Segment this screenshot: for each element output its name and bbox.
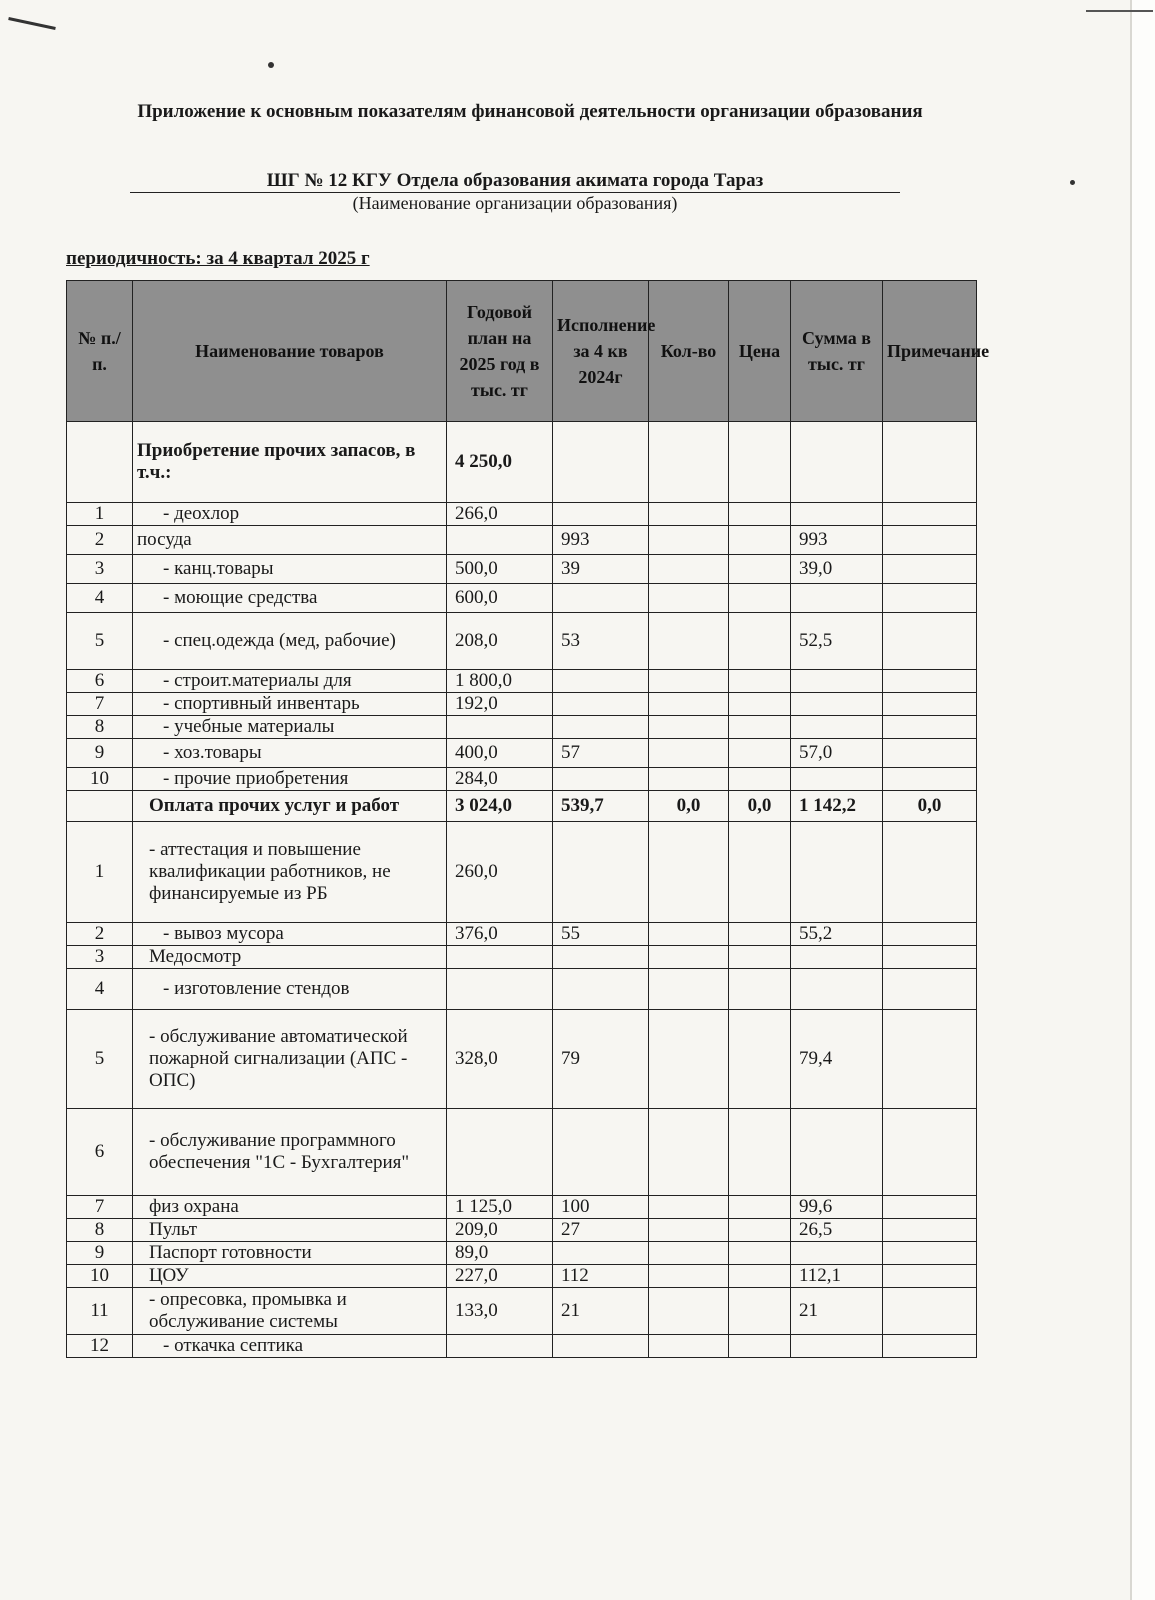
table-row [67,1219,977,1242]
scan-edge [1130,0,1155,1600]
table-cell: 11 [67,1288,133,1335]
table-cell: 55,2 [791,923,883,946]
table-cell: Медосмотр [133,946,447,969]
scan-mark [268,62,274,68]
table-cell [729,768,791,791]
table-cell [649,1335,729,1358]
table-cell [553,822,649,923]
table-cell [649,768,729,791]
table-cell [791,969,883,1010]
table-cell [553,584,649,613]
table-cell [649,1219,729,1242]
table-cell: - учебные материалы [133,716,447,739]
table-cell [649,584,729,613]
table-cell [883,422,977,503]
table-cell [729,822,791,923]
table-cell [883,946,977,969]
table-cell [729,1265,791,1288]
table-cell [729,1335,791,1358]
table-row [67,526,977,555]
table-cell: 4 [67,584,133,613]
section-price: 0,0 [729,791,791,822]
table-cell [729,693,791,716]
table-cell: 79 [553,1010,649,1109]
table-cell [883,739,977,768]
table-cell: 10 [67,768,133,791]
table-cell: - изготовление стендов [133,969,447,1010]
table-cell [649,1242,729,1265]
table-cell [883,1242,977,1265]
table-cell [883,526,977,555]
table-cell [553,716,649,739]
table-cell: 7 [67,693,133,716]
col-header-quantity: Кол-во [649,281,729,422]
table-cell [729,526,791,555]
table-cell: 112 [553,1265,649,1288]
table-cell [649,1265,729,1288]
table-cell: 9 [67,739,133,768]
table-cell: 10 [67,1265,133,1288]
table-row [67,1196,977,1219]
section-name: Оплата прочих услуг и работ [133,791,447,822]
col-header-note: Примечание [883,281,977,422]
table-cell: 7 [67,1196,133,1219]
table-cell [729,1109,791,1196]
table-row [67,555,977,584]
table-header-row [67,281,977,422]
scan-mark [1086,0,1153,12]
table-cell [729,716,791,739]
table-cell [791,768,883,791]
table-cell [553,969,649,1010]
organization-name: ШГ № 12 КГУ Отдела образования акимата города Тараз [130,170,900,193]
table-cell: 1 [67,822,133,923]
table-cell [729,1242,791,1265]
table-cell [883,969,977,1010]
organization-caption: (Наименование организации образования) [352,193,678,213]
section-plan: 3 024,0 [447,791,553,822]
section-qty: 0,0 [649,791,729,822]
table-cell [649,526,729,555]
table-cell [883,716,977,739]
table-cell [729,613,791,670]
table-cell [649,739,729,768]
table-cell [883,822,977,923]
table-cell: 500,0 [447,555,553,584]
table-cell [883,1288,977,1335]
table-cell [649,946,729,969]
table-cell [649,969,729,1010]
document-title: Приложение к основным показателям финансовой деятельности организации образования [137,101,923,122]
section-exec: 539,7 [553,791,649,822]
table-cell: - моющие средства [133,584,447,613]
table-row [67,946,977,969]
col-header-execution: Исполнение за 4 кв 2024г [553,281,649,422]
table-row [67,1242,977,1265]
table-cell: 284,0 [447,768,553,791]
table-cell [883,923,977,946]
table-row [67,693,977,716]
table-cell [729,969,791,1010]
table-cell [791,716,883,739]
table-cell: 208,0 [447,613,553,670]
table-row [67,503,977,526]
table-cell [553,1335,649,1358]
table-cell: 260,0 [447,822,553,923]
table-cell: 993 [553,526,649,555]
table-cell: - обслуживание автоматической пожарной сигнализации (АПС - ОПС) [133,1010,447,1109]
table-cell: 600,0 [447,584,553,613]
table-cell: 2 [67,526,133,555]
section-note: 0,0 [883,791,977,822]
table-cell [791,693,883,716]
table-cell [883,613,977,670]
table-cell [729,1196,791,1219]
table-cell: 99,6 [791,1196,883,1219]
table-cell [553,768,649,791]
table-cell [883,584,977,613]
section-row-supplies [67,422,977,503]
table-cell [67,791,133,822]
table-cell: - спортивный инвентарь [133,693,447,716]
col-header-price: Цена [729,281,791,422]
table-cell: 6 [67,670,133,693]
section-name: Приобретение прочих запасов, в т.ч.: [133,422,447,503]
col-header-name: Наименование товаров [133,281,447,422]
table-cell [649,716,729,739]
table-cell [729,670,791,693]
table-cell [791,1335,883,1358]
table-cell: 8 [67,1219,133,1242]
table-cell [553,693,649,716]
scan-mark [1070,180,1075,185]
scan-mark [8,17,56,30]
table-cell: 1 125,0 [447,1196,553,1219]
table-cell [649,670,729,693]
table-cell [791,670,883,693]
table-cell: 8 [67,716,133,739]
table-cell [729,1288,791,1335]
table-cell: - опресовка, промывка и обслуживание системы [133,1288,447,1335]
period-label: периодичность: за 4 квартал 2025 г [66,248,370,269]
table-row [67,822,977,923]
table-cell [649,1196,729,1219]
table-row [67,739,977,768]
col-header-plan: Годовой план на 2025 год в тыс. тг [447,281,553,422]
table-cell: 3 [67,946,133,969]
table-cell [729,739,791,768]
table-cell: - спец.одежда (мед, рабочие) [133,613,447,670]
table-cell: 993 [791,526,883,555]
table-cell [883,503,977,526]
table-cell [649,422,729,503]
table-cell [649,822,729,923]
table-cell: 26,5 [791,1219,883,1242]
table-cell [649,503,729,526]
table-cell [649,1109,729,1196]
table-cell [791,946,883,969]
table-cell [447,946,553,969]
table-cell [729,584,791,613]
section-row-services [67,791,977,822]
table-cell: - канц.товары [133,555,447,584]
table-cell [791,1109,883,1196]
table-cell [883,693,977,716]
table-cell [553,422,649,503]
col-header-number: № п./п. [67,281,133,422]
table-cell: - аттестация и повышение квалификации работников, не финансируемые из РБ [133,822,447,923]
table-row [67,1010,977,1109]
table-row [67,1109,977,1196]
table-cell [729,1219,791,1242]
table-cell [883,1109,977,1196]
table-cell: 227,0 [447,1265,553,1288]
table-cell: физ охрана [133,1196,447,1219]
table-cell [553,1109,649,1196]
table-cell: - откачка септика [133,1335,447,1358]
table-cell: - обслуживание программного обеспечения "1С - Бухгалтерия" [133,1109,447,1196]
table-cell: ЦОУ [133,1265,447,1288]
table-cell [729,555,791,584]
table-cell [883,1196,977,1219]
table-cell: 133,0 [447,1288,553,1335]
table-cell [883,670,977,693]
table-cell [67,422,133,503]
table-row [67,923,977,946]
table-cell: 5 [67,613,133,670]
table-cell [791,822,883,923]
table-cell [883,768,977,791]
table-cell [729,422,791,503]
table-cell [649,693,729,716]
table-cell: Пульт [133,1219,447,1242]
table-cell [649,1288,729,1335]
table-cell [649,923,729,946]
col-header-sum: Сумма в тыс. тг [791,281,883,422]
table-cell [447,1335,553,1358]
table-cell: 209,0 [447,1219,553,1242]
table-cell: 53 [553,613,649,670]
section-plan: 4 250,0 [447,422,553,503]
table-cell: 52,5 [791,613,883,670]
table-row [67,1335,977,1358]
table-cell: - прочие приобретения [133,768,447,791]
table-row [67,716,977,739]
table-cell: 39,0 [791,555,883,584]
table-cell: 12 [67,1335,133,1358]
table-cell [447,1109,553,1196]
table-cell [791,503,883,526]
table-cell: 57 [553,739,649,768]
table-cell: 6 [67,1109,133,1196]
table-cell [649,555,729,584]
table-cell [883,1335,977,1358]
table-row [67,613,977,670]
table-cell: 21 [553,1288,649,1335]
table-cell: 376,0 [447,923,553,946]
table-cell: 192,0 [447,693,553,716]
table-cell: 2 [67,923,133,946]
table-cell: - вывоз мусора [133,923,447,946]
table-cell: посуда [133,526,447,555]
table-cell: 79,4 [791,1010,883,1109]
finance-table [66,280,990,1358]
table-cell [553,946,649,969]
table-cell: - строит.материалы для [133,670,447,693]
table-cell: Паспорт готовности [133,1242,447,1265]
table-cell: 39 [553,555,649,584]
table-cell [649,613,729,670]
table-cell: 266,0 [447,503,553,526]
table-row [67,1288,977,1335]
table-cell: 21 [791,1288,883,1335]
table-cell [791,1242,883,1265]
table-cell [791,584,883,613]
table-cell: 4 [67,969,133,1010]
table-row [67,670,977,693]
table-cell [883,555,977,584]
table-cell: 57,0 [791,739,883,768]
table-cell: 27 [553,1219,649,1242]
table-cell: - хоз.товары [133,739,447,768]
table-row [67,969,977,1010]
table-cell: 55 [553,923,649,946]
table-cell [729,923,791,946]
table-row [67,1265,977,1288]
table-cell [553,670,649,693]
table-cell: 1 800,0 [447,670,553,693]
table-cell [553,503,649,526]
table-cell [883,1219,977,1242]
table-cell: 400,0 [447,739,553,768]
table-cell [447,716,553,739]
table-cell: 1 [67,503,133,526]
table-cell: 328,0 [447,1010,553,1109]
table-cell [729,1010,791,1109]
table-row [67,584,977,613]
table-cell [447,969,553,1010]
table-cell: 112,1 [791,1265,883,1288]
table-cell [447,526,553,555]
table-cell [649,1010,729,1109]
table-cell [791,422,883,503]
table-cell: 9 [67,1242,133,1265]
table-cell: 100 [553,1196,649,1219]
table-cell [883,1010,977,1109]
section-sum: 1 142,2 [791,791,883,822]
table-cell [553,1242,649,1265]
table-cell: 3 [67,555,133,584]
table-cell: 5 [67,1010,133,1109]
table-cell: 89,0 [447,1242,553,1265]
table-cell [729,503,791,526]
table-cell: - деохлор [133,503,447,526]
table-row [67,768,977,791]
table-cell [883,1265,977,1288]
table-cell [729,946,791,969]
